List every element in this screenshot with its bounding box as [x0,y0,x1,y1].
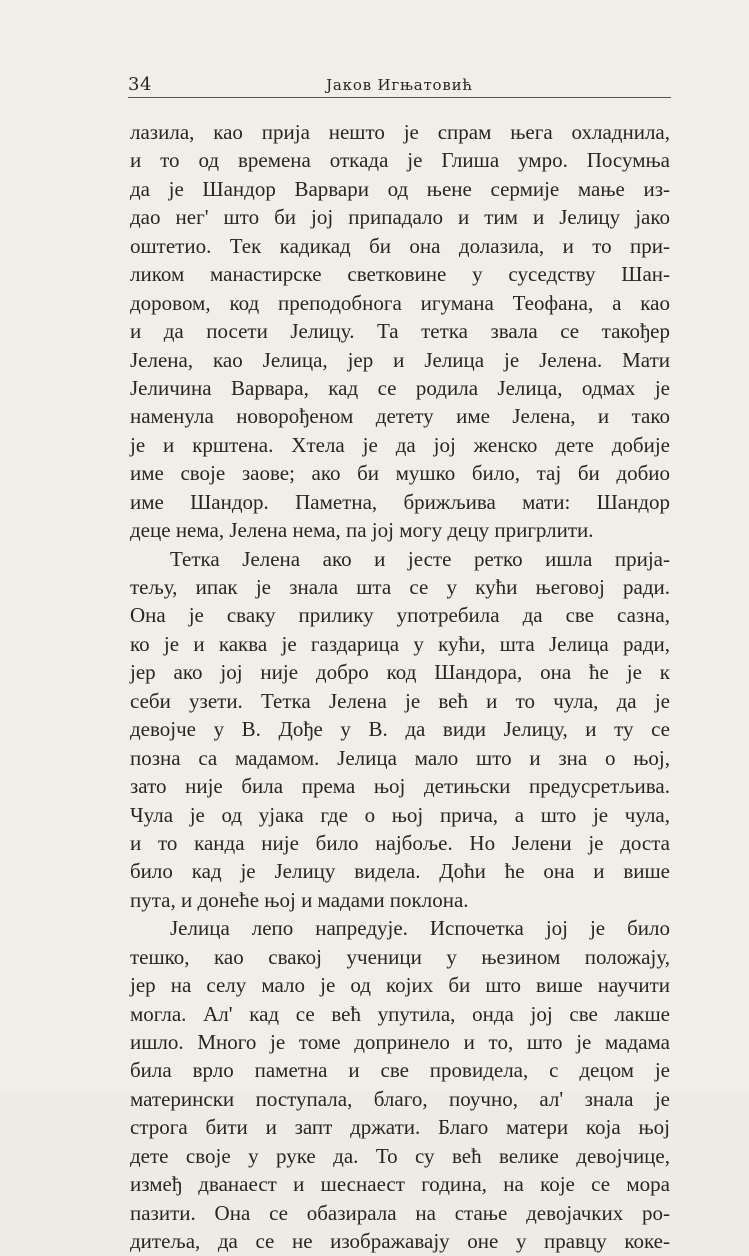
text-line: била врло паметна и све провидела, с децом је [130,1058,670,1083]
header-rule [128,97,671,98]
text-line: Чула је од ујака где о њој прича, а што је чула, [130,802,670,827]
text-line: оштетио. Тек кадикад би она долазила, и то при- [130,233,670,258]
text-line: име Шандор. Паметна, брижљива мати: Шандор [130,489,670,514]
text-line: пазити. Она се обазирала на стање девојачких ро- [130,1200,670,1225]
text-line: Тетка Јелена ако и јесте ретко ишла прија- [170,546,670,571]
text-line: јер на селу мало је од којих би што више научити [130,973,670,998]
text-line: ишло. Много је томе допринело и то, што је мадама [130,1030,670,1054]
text-line: строга бити и запт држати. Благо матери која њој [130,1115,670,1140]
page-header [128,74,671,98]
text-line: позна са мадамом. Јелица мало што и зна о њој, [130,745,670,770]
text-line: зато није била према њој детињски предусретљива. [130,774,670,799]
text-line: било кад је Јелицу видела. Доћи ће она и више [130,859,670,884]
page-number: 34 [128,74,152,95]
running-head: Јаков Игњатовић [326,76,473,94]
text-line: дитеља, да се не изображавају оне у правцу коке- [130,1229,670,1254]
text-line: тешко, као свакој ученици у њезином положају, [130,944,670,969]
text-line: име своје заове; ако би мушко било, тај би добио [130,461,670,486]
text-line: себи узети. Тетка Јелена је већ и то чула, да је [130,688,670,713]
text-line: девојче у В. Дође у В. да види Јелицу, и ту се [130,717,670,742]
text-line: деце нема, Јелена нема, па јој могу децу пригрлити. [130,518,594,543]
text-line: могла. Ал' кад се већ упутила, онда јој све лакше [130,1001,670,1026]
text-line: тељу, ипак је знала шта се у кући његовој ради. [130,575,670,599]
text-line: доровом, код преподобнога игумана Теофана, а као [130,290,670,315]
text-line: лазила, као прија нешто је спрам њега охладнила, [130,120,670,144]
body-text [130,118,670,1256]
text-line: ликом манастирске светковине у суседству Шан- [130,262,670,287]
text-line: Јелена, као Јелица, јер и Јелица је Јелена. Мати [130,347,670,372]
text-line: и то од времена откада је Глиша умро. Посумња [130,148,670,173]
text-line: наменула новорођеном детету име Јелена, и тако [130,404,670,429]
text-line: Јеличина Варвара, кад се родила Јелица, одмах је [130,375,670,400]
text-line: Јелица лепо напредује. Испочетка јој је било [170,916,670,941]
text-line: је и крштена. Хтела је да јој женско дете добије [130,432,670,457]
text-line: дете своје у руке да. То су већ велике девојчице, [130,1143,670,1168]
text-line: и то канда није било најбоље. Но Јелени је доста [130,830,670,855]
text-line: ко је и каква је газдарица у кући, шта Јелица ради, [130,631,670,656]
text-line: измеђ дванаест и шеснаест година, на које се мора [130,1172,670,1197]
text-line: матерински поступала, благо, поучно, ал' знала је [130,1086,670,1111]
text-line: и да посети Јелицу. Та тетка звала се такођер [130,319,670,344]
text-line: јер ако јој није добро код Шандора, она ће је к [130,660,670,685]
text-line: пута, и донеће њој и мадами поклона. [130,887,469,912]
text-line: да је Шандор Варвари од њене сермије мање из- [130,176,670,201]
text-line: дао нег' што би јој припадало и тим и Јелицу јако [130,205,670,230]
text-line: Она је сваку прилику употребила да све сазна, [130,603,670,628]
